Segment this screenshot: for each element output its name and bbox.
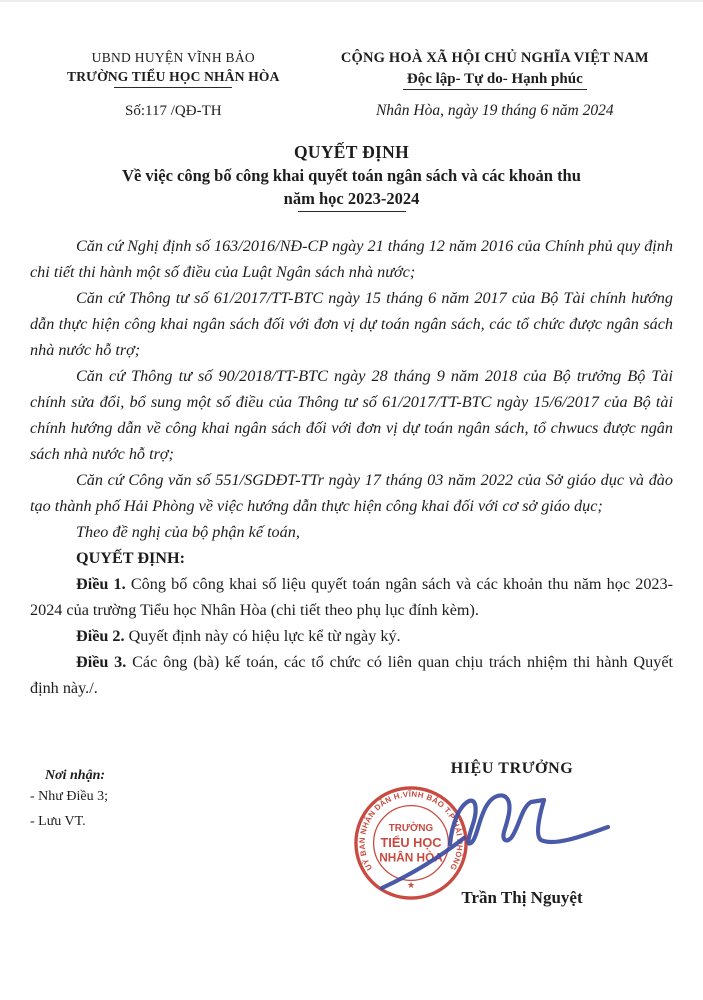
document-body xyxy=(30,233,673,701)
national-motto-text: Độc lập- Tự do- Hạnh phúc xyxy=(403,71,587,90)
decision-heading: QUYẾT ĐỊNH: xyxy=(76,549,185,567)
document-title: QUYẾT ĐỊNH xyxy=(294,142,409,162)
national-motto xyxy=(317,71,673,90)
recipient-item: - Như Điều 3; xyxy=(30,789,108,804)
article-paragraph xyxy=(30,649,673,701)
preamble-paragraph: Căn cứ Công văn số 551/SGDĐT-TTr ngày 17 tháng 03 năm 2022 của Sở giáo dục và đào tạo thành phố Hải Phòng về việc hướng dẫn thực hiện công khai đối với cơ sở giáo dục; xyxy=(30,471,673,515)
articles-section xyxy=(30,571,673,701)
article-text: Các ông (bà) kế toán, các tổ chức có liên quan chịu trách nhiệm thi hành Quyết định này./. xyxy=(30,653,673,697)
recipient-item: - Lưu VT. xyxy=(30,814,86,829)
org-parent-name: UBND HUYỆN VĨNH BẢO xyxy=(91,50,255,65)
issuing-org-block xyxy=(30,50,317,120)
national-heading-block xyxy=(317,50,673,120)
document-number: Số:117 /QĐ-TH xyxy=(125,103,222,119)
national-title: CỘNG HOÀ XÃ HỘI CHỦ NGHĨA VIỆT NAM xyxy=(340,50,649,66)
article-text: Công bố công khai số liệu quyết toán ngân sách và các khoản thu năm học 2023-2024 của trường Tiểu học Nhân Hòa (chi tiết theo phụ lục đính kèm). xyxy=(30,575,673,619)
document-subject-line2: năm học 2023-2024 xyxy=(283,189,420,208)
signer-name: Trần Thị Nguyệt xyxy=(461,888,583,907)
article-paragraph xyxy=(30,571,673,623)
document-title-block xyxy=(30,142,673,212)
star-icon: ★ xyxy=(407,880,415,891)
article-paragraph xyxy=(30,623,673,649)
recipients-block xyxy=(30,768,108,834)
stamp-center-line2: TIỂU HỌC xyxy=(380,834,442,850)
preamble-paragraph: Căn cứ Thông tư số 61/2017/TT-BTC ngày 15 tháng 6 năm 2017 của Bộ Tài chính hướng dẫn thực hiện công khai ngân sách đối với đơn vị dự toán ngân sách, các tổ chức được ngân sách nhà nước hỗ trợ; xyxy=(30,289,673,359)
place-and-date: Nhân Hòa, ngày 19 tháng 6 năm 2024 xyxy=(375,102,614,119)
stamp-center-line1: TRƯỜNG xyxy=(388,823,434,835)
signer-title: HIỆU TRƯỞNG xyxy=(450,760,574,777)
preamble-paragraph: Theo đề nghị của bộ phận kế toán, xyxy=(76,523,300,541)
preamble-paragraph: Căn cứ Thông tư số 90/2018/TT-BTC ngày 28 tháng 9 năm 2018 của Bộ trưởng Bộ Tài chính sửa đổi, bổ sung một số điều của Thông tư số 61/2017/TT-BTC ngày 15/6/2017 của Bộ tài chính hướng dẫn về công khai ngân sách đối với đơn vị dự toán ngân sách, tổ chwucs được ngân sách nhà nước hỗ trợ; xyxy=(30,367,673,463)
scan-edge-artifact xyxy=(0,0,703,2)
article-label: Điều 1. xyxy=(76,575,126,593)
preamble-paragraph: Căn cứ Nghị định số 163/2016/NĐ-CP ngày 21 tháng 12 năm 2016 của Chính phủ quy định chi tiết thi hành một số điều của Luật Ngân sách nhà nước; xyxy=(30,237,673,281)
stamp-center-line3: NHÂN HÒA xyxy=(379,850,443,865)
recipients-heading: Nơi nhận: xyxy=(45,768,106,783)
document-header xyxy=(30,50,673,120)
document-footer xyxy=(0,752,703,1000)
article-label: Điều 2. xyxy=(76,627,125,645)
article-label: Điều 3. xyxy=(76,653,127,671)
org-name: TRƯỜNG TIỂU HỌC NHÂN HÒA xyxy=(67,69,280,84)
preamble-section xyxy=(30,233,673,545)
org-name-underline xyxy=(114,87,232,88)
document-subject-line1: Về việc công bố công khai quyết toán ngân sách và các khoản thu xyxy=(122,166,581,185)
stamp-ring-text: UỶ BAN NHÂN DÂN H.VĨNH BẢO T.P HẢI PHÒNG xyxy=(357,789,465,872)
subject-underline xyxy=(298,211,406,212)
article-text: Quyết định này có hiệu lực kể từ ngày ký. xyxy=(124,627,401,645)
handwritten-signature xyxy=(380,770,622,894)
